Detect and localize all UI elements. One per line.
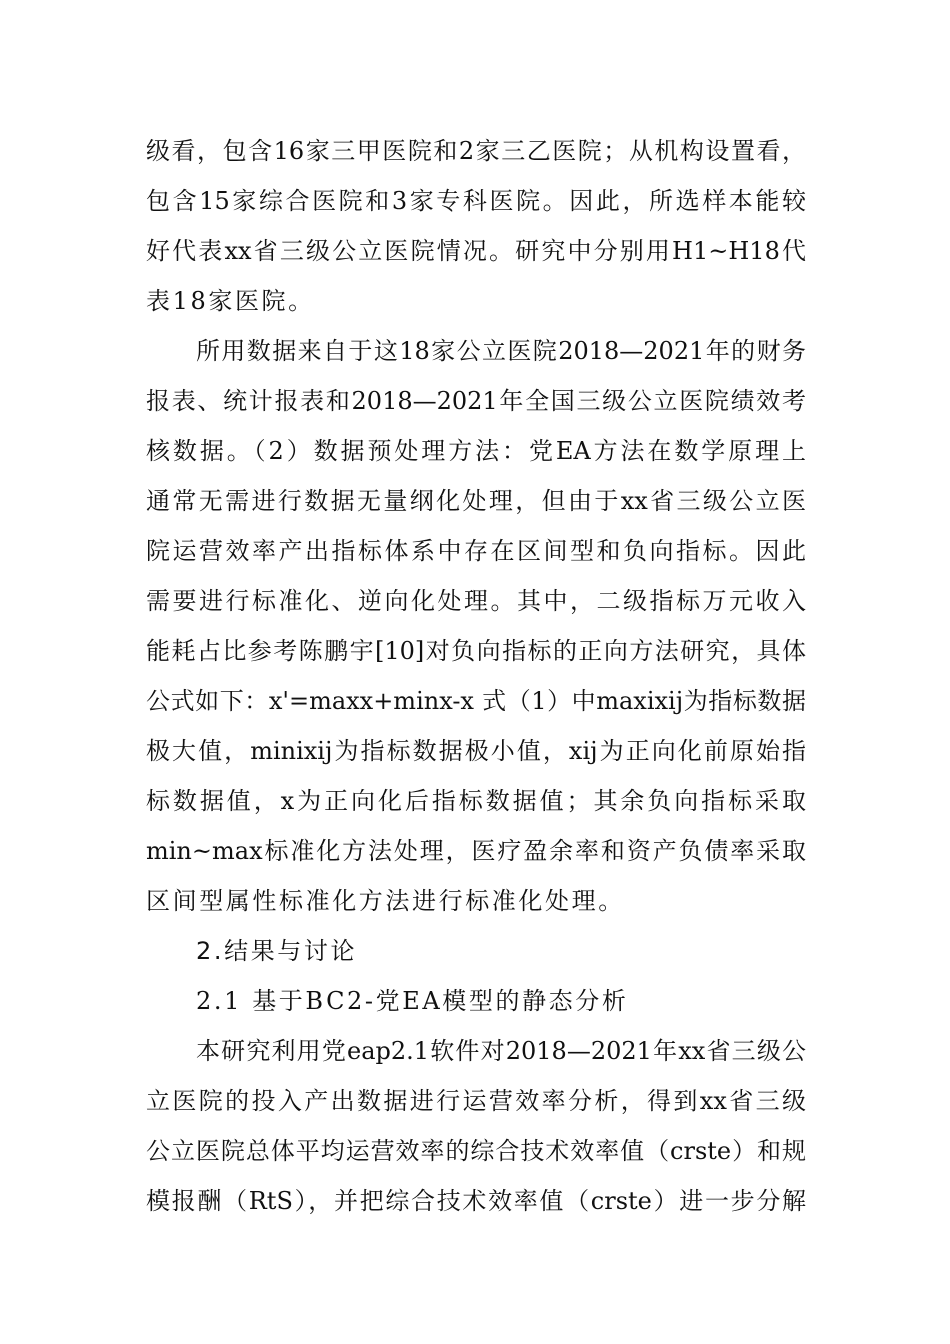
document-body	[146, 126, 806, 1226]
text-line: 公立医院总体平均运营效率的综合技术效率值（crste）和规	[146, 1137, 806, 1165]
text-line: min~max标准化方法处理，医疗盈余率和资产负债率采取	[146, 837, 806, 865]
text-line: 立医院的投入产出数据进行运营效率分析，得到xx省三级	[146, 1087, 806, 1115]
text-line: 表18家医院。	[146, 287, 315, 315]
text-line: 区间型属性标准化方法进行标准化处理。	[146, 887, 625, 915]
text-line: 包含15家综合医院和3家专科医院。因此，所选样本能较	[146, 187, 806, 215]
text-line: 所用数据来自于这18家公立医院2018—2021年的财务	[196, 337, 806, 365]
subsection-heading: 2.1 基于BC2-党EA模型的静态分析	[196, 987, 629, 1015]
text-line: 需要进行标准化、逆向化处理。其中，二级指标万元收入	[146, 587, 806, 615]
section-heading: 2.结果与讨论	[196, 937, 358, 965]
text-line: 级看，包含16家三甲医院和2家三乙医院；从机构设置看，	[146, 137, 806, 165]
text-line: 本研究利用党eap2.1软件对2018—2021年xx省三级公	[196, 1037, 806, 1065]
text-line: 好代表xx省三级公立医院情况。研究中分别用H1~H18代	[146, 237, 806, 265]
text-line: 报表、统计报表和2018—2021年全国三级公立医院绩效考	[146, 387, 806, 415]
text-line: 核数据。（2）数据预处理方法：党EA方法在数学原理上	[146, 437, 806, 465]
text-line: 模报酬（RtS），并把综合技术效率值（crste）进一步分解	[146, 1187, 806, 1215]
text-line: 公式如下：x'=maxx+minx-x 式（1）中maxixij为指标数据	[146, 687, 806, 715]
text-line: 标数据值，x为正向化后指标数据值；其余负向指标采取	[146, 787, 806, 815]
text-line: 通常无需进行数据无量纲化处理，但由于xx省三级公立医	[146, 487, 806, 515]
text-line: 院运营效率产出指标体系中存在区间型和负向指标。因此	[146, 537, 806, 565]
text-line: 极大值，minixij为指标数据极小值，xij为正向化前原始指	[146, 737, 806, 765]
text-line: 能耗占比参考陈鹏宇[10]对负向指标的正向方法研究，具体	[146, 637, 806, 665]
